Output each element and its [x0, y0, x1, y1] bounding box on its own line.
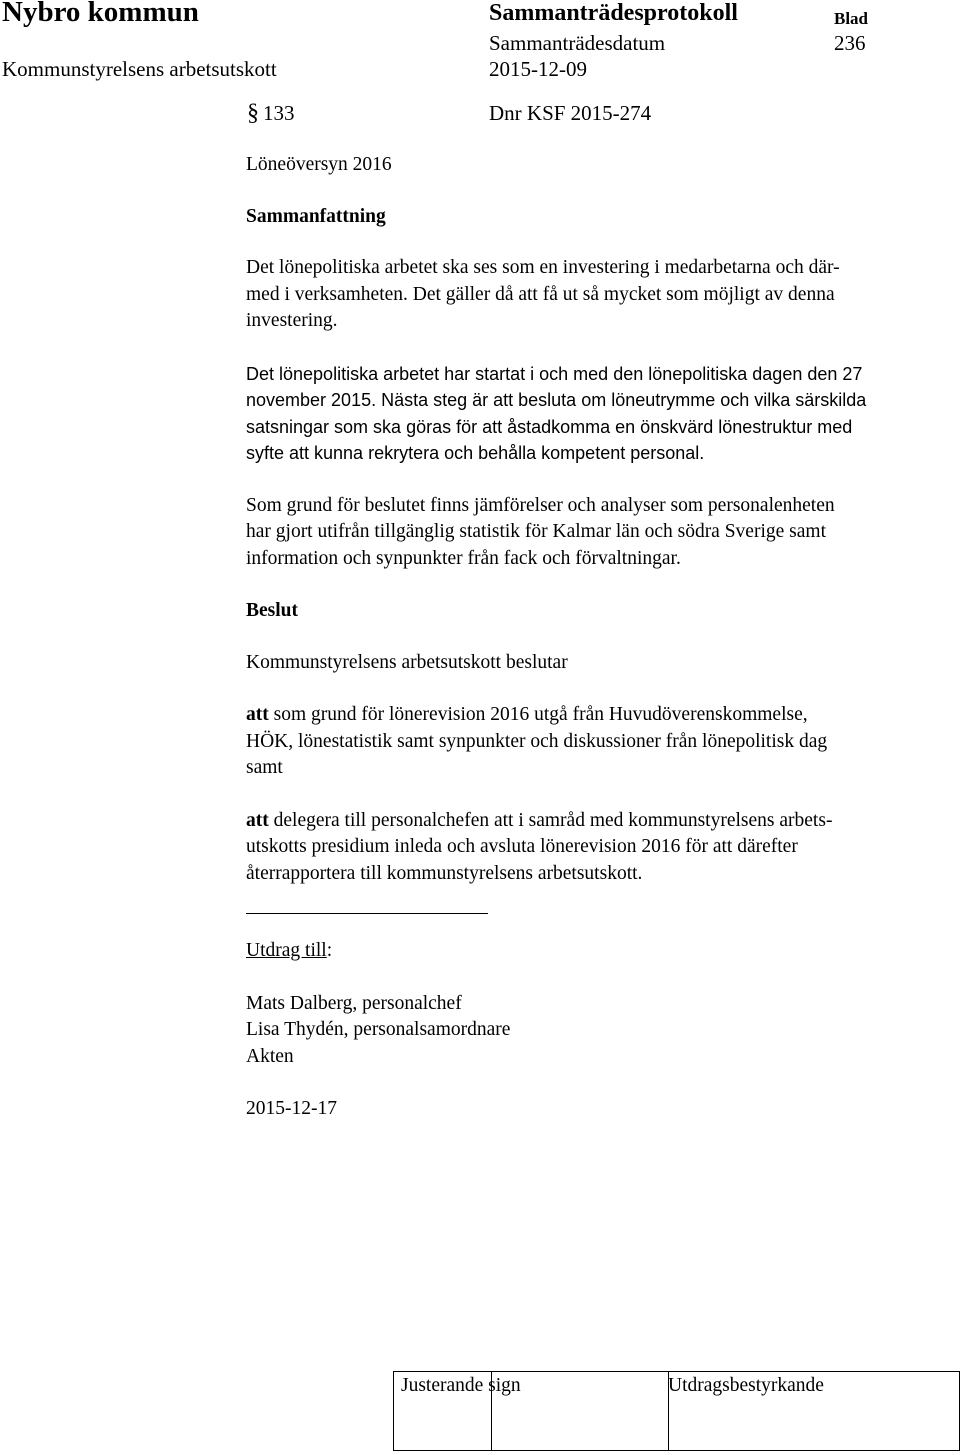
page-number: 236 [834, 31, 866, 55]
section-title: Löneöversyn 2016 [246, 154, 392, 175]
distribution-label-text: Utdrag till [246, 940, 327, 961]
summary-p2-line-1: Det lönepolitiska arbetet har startat i och med den lönepolitiska dagen den 27 [246, 363, 863, 384]
distribution-label [246, 938, 946, 965]
decision-heading: Beslut [246, 600, 299, 621]
decision-item-2-line-1: delegera till personalchefen att i samråd med kommunstyrelsens arbets- [268, 809, 833, 831]
decision-item-1-line-3: samt [246, 757, 283, 778]
separator-line [246, 913, 488, 914]
recipient-3: Akten [246, 1045, 294, 1067]
meeting-date: 2015-12-09 [489, 57, 587, 81]
summary-p3-line-3: information och synpunkter från fack och förvaltningar. [246, 547, 681, 569]
decision-item-1-keyword: att [246, 704, 269, 725]
summary-paragraph-3 [246, 493, 946, 573]
meeting-date-label: Sammanträdesdatum [489, 31, 666, 55]
paragraph-sign: § [247, 100, 259, 126]
decision-intro: Kommunstyrelsens arbetsutskott beslutar [246, 651, 568, 673]
case-number: Dnr KSF 2015-274 [489, 101, 652, 125]
committee-name: Kommunstyrelsens arbetsutskott [2, 57, 277, 81]
document-body [246, 152, 946, 1123]
summary-heading: Sammanfattning [246, 205, 386, 227]
distribution-list [246, 991, 946, 1071]
summary-p1-line-3: investering. [246, 310, 338, 331]
recipient-1: Mats Dalberg, personalchef [246, 992, 462, 1014]
decision-item-1-line-1: som grund för lönerevision 2016 utgå från Huvudöverenskommelse, [268, 704, 808, 725]
decision-item-2-line-3: återrapportera till kommunstyrelsens arbetsutskott. [246, 862, 643, 884]
summary-p2-line-4: syfte att kunna rekrytera och behålla kompetent personal. [246, 443, 705, 463]
paragraph-number: 133 [263, 101, 295, 125]
document-type: Sammanträdesprotokoll [489, 0, 738, 26]
distribution-label-colon: : [326, 940, 333, 961]
organization-name: Nybro kommun [2, 0, 199, 28]
decision-item-2 [246, 808, 946, 888]
distribution-date: 2015-12-17 [246, 1098, 337, 1119]
summary-paragraph-1 [246, 255, 946, 335]
extract-certification-label: Utdragsbestyrkande [668, 1375, 824, 1396]
summary-p2-line-2: november 2015. Nästa steg är att besluta om löneutrymme och vilka särskilda [246, 390, 867, 410]
recipient-2: Lisa Thydén, personalsamordnare [246, 1019, 511, 1040]
summary-p1-line-1: Det lönepolitiska arbetet ska ses som en investering i medarbetarna och där- [246, 257, 840, 278]
summary-p2-line-3: satsningar som ska göras för att åstadkomma en önskvärd lönestruktur med [246, 416, 853, 437]
page-label: Blad [834, 9, 869, 28]
summary-p1-line-2: med i verksamheten. Det gäller då att få ut så mycket som möjligt av denna [246, 283, 835, 305]
summary-p3-line-1: Som grund för beslutet finns jämförelser och analyser som personalenheten [246, 494, 835, 516]
summary-p3-line-2: har gjort utifrån tillgänglig statistik för Kalmar län och södra Sverige samt [246, 521, 826, 542]
summary-paragraph-2 [246, 361, 946, 467]
justerande-sign-label: Justerande sign [401, 1375, 521, 1396]
decision-item-2-keyword: att [246, 809, 269, 831]
decision-item-1 [246, 702, 946, 782]
decision-item-2-line-2: utskotts presidium inleda och avsluta lönerevision 2016 för att därefter [246, 836, 798, 857]
decision-item-1-line-2: HÖK, lönestatistik samt synpunkter och diskussioner från lönepolitisk dag [246, 730, 828, 752]
